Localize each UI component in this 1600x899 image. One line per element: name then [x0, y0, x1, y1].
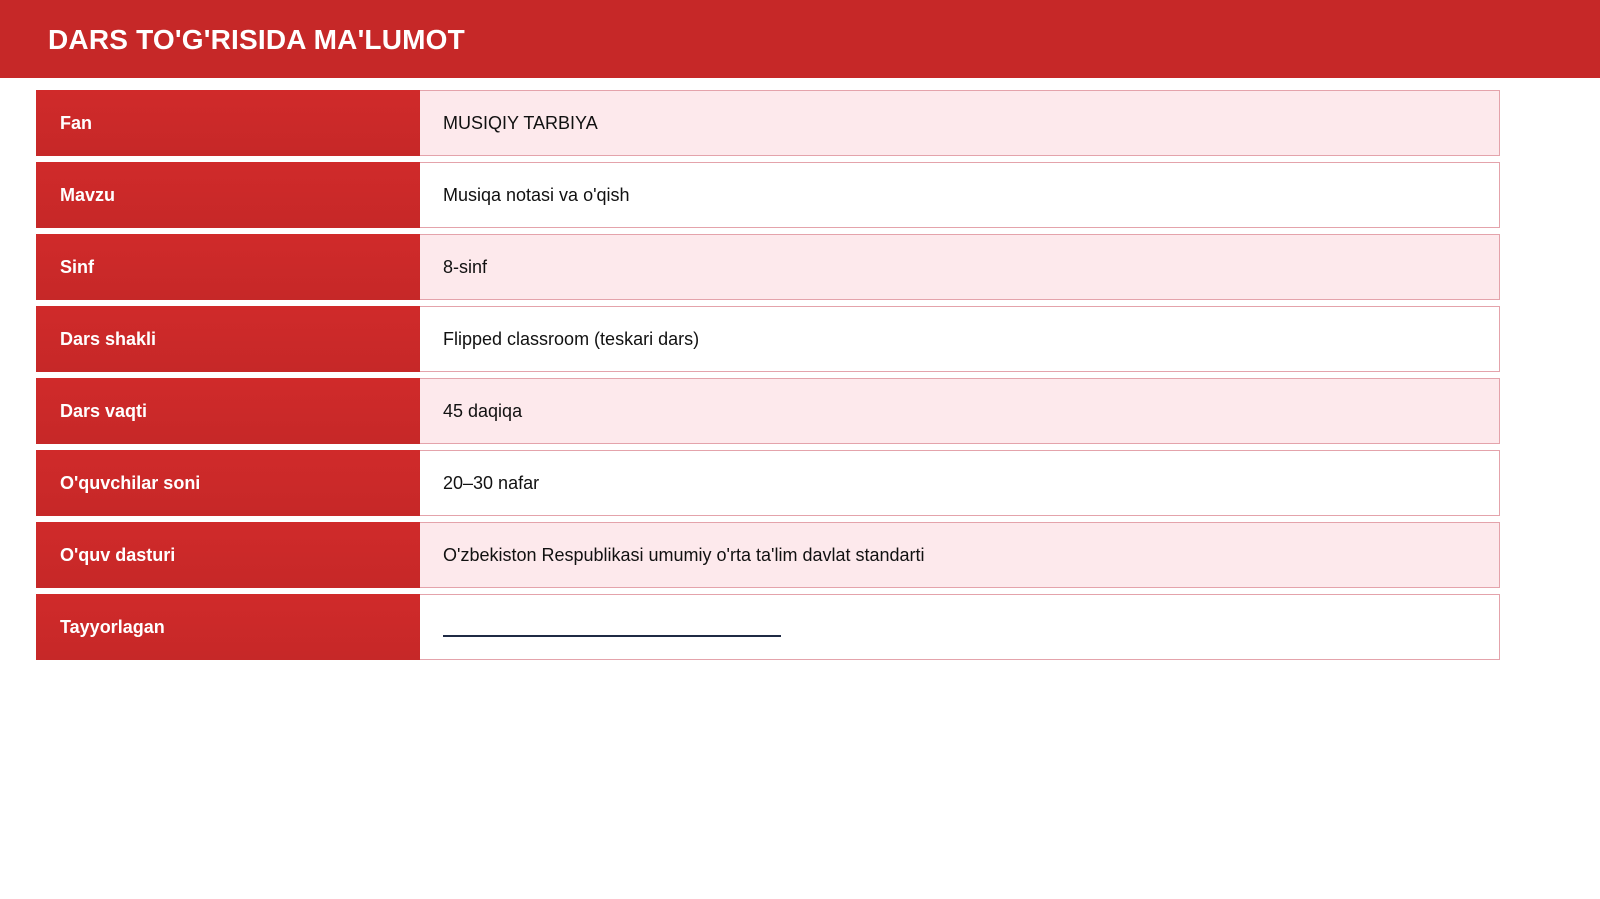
signature-blank-line [443, 635, 781, 637]
table-row-sinf [36, 234, 1500, 300]
row-value: 20–30 nafar [420, 450, 1500, 516]
table-row-oquv-dasturi [36, 522, 1500, 588]
table-row-mavzu [36, 162, 1500, 228]
lesson-info-table [36, 90, 1500, 666]
row-label: Sinf [36, 234, 420, 300]
row-value: 45 daqiqa [420, 378, 1500, 444]
table-row-dars-shakli [36, 306, 1500, 372]
row-label: O'quvchilar soni [36, 450, 420, 516]
row-label: Dars shakli [36, 306, 420, 372]
row-label: Mavzu [36, 162, 420, 228]
row-label: Tayyorlagan [36, 594, 420, 660]
row-value: MUSIQIY TARBIYA [420, 90, 1500, 156]
row-value-blank [420, 594, 1500, 660]
row-value: Musiqa notasi va o'qish [420, 162, 1500, 228]
table-row-fan [36, 90, 1500, 156]
table-row-tayyorlagan [36, 594, 1500, 660]
row-label: Fan [36, 90, 420, 156]
row-label: O'quv dasturi [36, 522, 420, 588]
table-row-dars-vaqti [36, 378, 1500, 444]
row-value: 8-sinf [420, 234, 1500, 300]
header-bar [0, 0, 1600, 78]
page-title: DARS TO'G'RISIDA MA'LUMOT [48, 24, 465, 55]
row-value: Flipped classroom (teskari dars) [420, 306, 1500, 372]
row-label: Dars vaqti [36, 378, 420, 444]
table-row-oquvchilar-soni [36, 450, 1500, 516]
row-value: O'zbekiston Respublikasi umumiy o'rta ta'lim davlat standarti [420, 522, 1500, 588]
